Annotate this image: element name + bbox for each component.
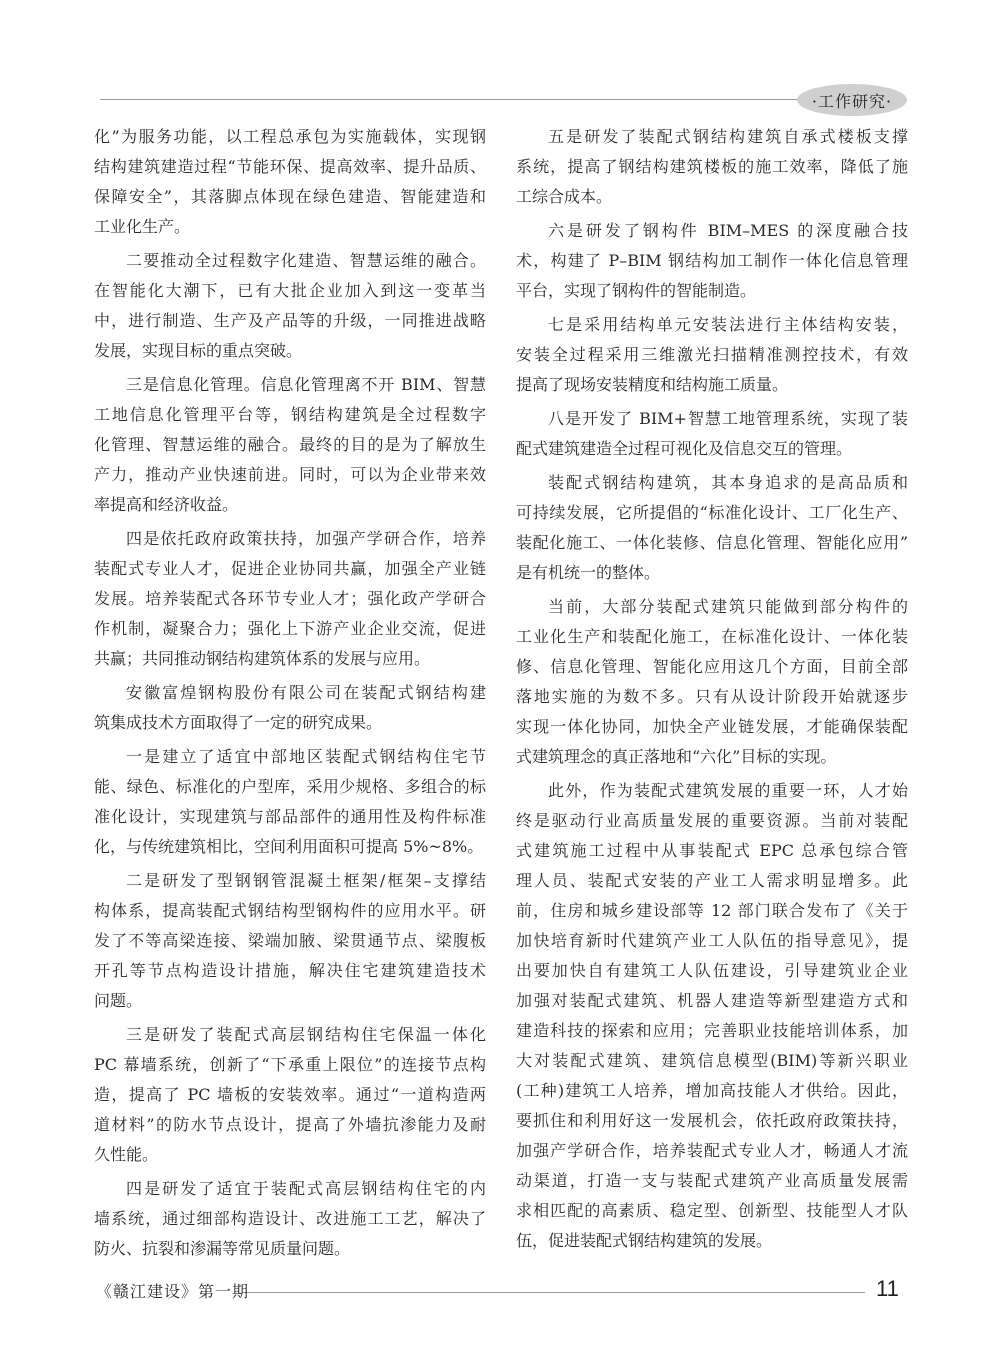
paragraph <box>94 122 486 242</box>
text-line: 发展，实现目标的重点突破。 <box>94 341 303 360</box>
paragraph <box>516 592 908 772</box>
text-line: 准化设计，实现建筑与部品部件的通用性及构件标准 <box>94 807 486 826</box>
text-line: 久性能。 <box>94 1145 159 1164</box>
page-number: 11 <box>876 1276 899 1301</box>
text-line: 装配式钢结构建筑，其本身追求的是高品质和 <box>548 473 908 492</box>
text-line: 开孔等节点构造设计措施，解决住宅建筑建造技术 <box>94 961 486 980</box>
paragraph <box>94 370 486 520</box>
paragraph <box>516 216 908 306</box>
text-line: PC 幕墙系统，创新了“下承重上限位”的连接节点构 <box>94 1055 486 1074</box>
paragraph <box>94 742 486 862</box>
text-line: 七是采用结构单元安装法进行主体结构安装， <box>548 315 908 334</box>
text-line: 理人员、装配式安装的产业工人需求明显增多。此 <box>516 871 908 890</box>
text-line: 修、信息化管理、智能化应用这几个方面，目前全部 <box>516 657 908 676</box>
text-line: 加强对装配式建筑、机器人建造等新型建造方式和 <box>516 991 908 1010</box>
text-line: 大对装配式建筑、建筑信息模型(BIM)等新兴职业 <box>516 1051 908 1070</box>
text-line: 中，进行制造、生产及产品等的升级，一同推进战略 <box>94 311 486 330</box>
text-line: 发展。培养装配式各环节专业人才；强化政产学研合 <box>94 589 486 608</box>
footer-rule <box>245 1292 865 1293</box>
text-line: 化”为服务功能，以工程总承包为实施载体，实现钢 <box>94 127 486 146</box>
text-line: 此外，作为装配式建筑发展的重要一环，人才始 <box>548 781 908 800</box>
paragraph <box>516 776 908 1256</box>
paragraph <box>94 246 486 366</box>
text-line: 率提高和经济收益。 <box>94 495 239 514</box>
text-line: 装配式专业人才，促进企业协同共赢，加强全产业链 <box>94 559 486 578</box>
text-line: 提高了现场安装精度和结构施工质量。 <box>516 375 789 394</box>
text-line: 加快培育新时代建筑产业工人队伍的指导意见》，提 <box>516 931 908 950</box>
paragraph <box>94 678 486 738</box>
text-line: 二是研发了型钢钢管混凝土框架/框架–支撑结 <box>126 871 486 890</box>
paragraph <box>94 524 486 674</box>
text-line: 三是信息化管理。信息化管理离不开 BIM、智慧 <box>126 375 486 394</box>
text-line: 工业化生产。 <box>94 217 191 236</box>
text-line: 化，与传统建筑相比，空间利用面积可提高 5%~8%。 <box>94 837 484 856</box>
left-column <box>94 122 486 1268</box>
text-line: 前，住房和城乡建设部等 12 部门联合发布了《关于 <box>516 901 908 920</box>
text-line: 作机制，凝聚合力；强化上下游产业企业交流，促进 <box>94 619 486 638</box>
text-line: 式建筑施工过程中从事装配式 EPC 总承包综合管 <box>516 841 908 860</box>
text-line: 防火、抗裂和渗漏等常见质量问题。 <box>94 1239 351 1258</box>
text-line: 安徽富煌钢构股份有限公司在装配式钢结构建 <box>126 683 486 702</box>
text-line: 加强产学研合作，培养装配式专业人才，畅通人才流 <box>516 1141 908 1160</box>
text-line: 化管理、智慧运维的融合。最终的目的是为了解放生 <box>94 435 486 454</box>
text-line: 筑集成技术方面取得了一定的研究成果。 <box>94 713 383 732</box>
header-rule <box>100 99 800 100</box>
text-line: 建造科技的探索和应用；完善职业技能培训体系，加 <box>516 1021 908 1040</box>
section-badge: ·工作研究· <box>797 84 907 116</box>
journal-title: 《赣江建设》第一期 <box>96 1282 250 1301</box>
text-line: 墙系统，通过细部构造设计、改进施工工艺，解决了 <box>94 1209 486 1228</box>
text-line: 工综合成本。 <box>516 187 613 206</box>
paragraph <box>516 310 908 400</box>
text-line: 式建筑理念的真正落地和“六化”目标的实现。 <box>516 747 837 766</box>
text-line: 发了不等高梁连接、梁端加腋、梁贯通节点、梁腹板 <box>94 931 486 950</box>
text-line: 二要推动全过程数字化建造、智慧运维的融合。 <box>126 251 486 270</box>
text-line: 术，构建了 P–BIM 钢结构加工制作一体化信息管理 <box>516 251 908 270</box>
paragraph <box>516 122 908 212</box>
text-line: 能、绿色、标准化的户型库，采用少规格、多组合的标 <box>94 777 486 796</box>
footer <box>0 1276 1000 1310</box>
text-line: 实现一体化协同，加快全产业链发展，才能确保装配 <box>516 717 908 736</box>
text-line: 要抓住和利用好这一发展机会，依托政府政策扶持， <box>516 1111 908 1130</box>
text-line: 安装全过程采用三维激光扫描精准测控技术，有效 <box>516 345 908 364</box>
text-line: 出要加快自有建筑工人队伍建设，引导建筑业企业 <box>516 961 908 980</box>
text-line: 六是研发了钢构件 BIM–MES 的深度融合技 <box>548 221 908 240</box>
text-line: 问题。 <box>94 991 143 1010</box>
text-line: 道材料”的防水节点设计，提高了外墙抗渗能力及耐 <box>94 1115 486 1134</box>
text-line: 保障安全”，其落脚点体现在绿色建造、智能建造和 <box>94 187 486 206</box>
text-line: 共赢；共同推动钢结构建筑体系的发展与应用。 <box>94 649 431 668</box>
text-line: 系统，提高了钢结构建筑楼板的施工效率，降低了施 <box>516 157 908 176</box>
text-line: 终是驱动行业高质量发展的重要资源。当前对装配 <box>516 811 908 830</box>
text-line: 一是建立了适宜中部地区装配式钢结构住宅节 <box>126 747 486 766</box>
paragraph <box>94 1020 486 1170</box>
text-line: 结构建筑建造过程“节能环保、提高效率、提升品质、 <box>94 157 486 176</box>
text-line: 配式建筑建造全过程可视化及信息交互的管理。 <box>516 439 853 458</box>
text-line: 平台，实现了钢构件的智能制造。 <box>516 281 757 300</box>
text-line: 造，提高了 PC 墙板的安装效率。通过“一道构造两 <box>94 1085 486 1104</box>
paragraph <box>516 404 908 464</box>
text-line: 构体系，提高装配式钢结构型钢构件的应用水平。研 <box>94 901 486 920</box>
text-line: 落地实施的为数不多。只有从设计阶段开始就逐步 <box>516 687 908 706</box>
text-line: 装配化施工、一体化装修、信息化管理、智能化应用” <box>516 533 908 552</box>
text-line: 求相匹配的高素质、稳定型、创新型、技能型人才队 <box>516 1201 908 1220</box>
text-line: 可持续发展，它所提倡的“标准化设计、工厂化生产、 <box>516 503 908 522</box>
text-line: 是有机统一的整体。 <box>516 563 661 582</box>
text-line: 八是开发了 BIM+智慧工地管理系统，实现了装 <box>548 409 908 428</box>
text-line: 三是研发了装配式高层钢结构住宅保温一体化 <box>126 1025 486 1044</box>
text-line: 当前，大部分装配式建筑只能做到部分构件的 <box>548 597 908 616</box>
text-line: 在智能化大潮下，已有大批企业加入到这一变革当 <box>94 281 486 300</box>
text-line: (工种)建筑工人培养，增加高技能人才供给。因此， <box>516 1081 908 1100</box>
text-line: 伍，促进装配式钢结构建筑的发展。 <box>516 1231 773 1250</box>
text-line: 产力，推动产业快速前进。同时，可以为企业带来效 <box>94 465 486 484</box>
text-line: 四是依托政府政策扶持，加强产学研合作，培养 <box>126 529 486 548</box>
text-line: 四是研发了适宜于装配式高层钢结构住宅的内 <box>126 1179 486 1198</box>
paragraph <box>516 468 908 588</box>
text-line: 动渠道，打造一支与装配式建筑产业高质量发展需 <box>516 1171 908 1190</box>
text-line: 工业化生产和装配化施工，在标准化设计、一体化装 <box>516 627 908 646</box>
paragraph <box>94 866 486 1016</box>
right-column <box>516 122 908 1260</box>
text-line: 五是研发了装配式钢结构建筑自承式楼板支撑 <box>548 127 908 146</box>
text-line: 工地信息化管理平台等，钢结构建筑是全过程数字 <box>94 405 486 424</box>
paragraph <box>94 1174 486 1264</box>
